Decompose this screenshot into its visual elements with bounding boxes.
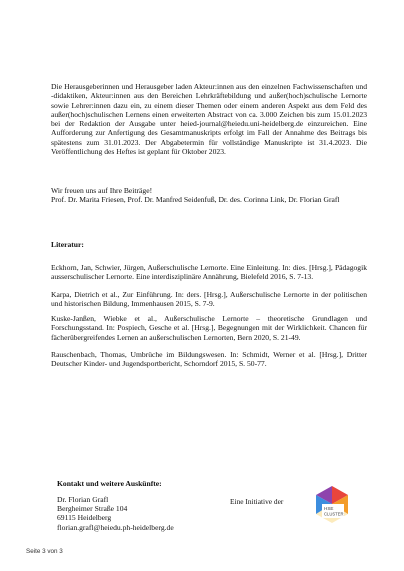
- hse-cluster-logo: [310, 484, 354, 526]
- contact-street: Bergheimer Straße 104: [57, 504, 128, 514]
- reference-list: [51, 263, 367, 377]
- contact-block: [57, 495, 174, 532]
- page-number-footer: Seite 3 von 3: [26, 548, 63, 555]
- contact-email[interactable]: florian.grafl@heiedu.ph-heidelberg.de: [57, 522, 174, 532]
- reference-item: Kuske-Janßen, Wiebke et al., Außerschulische Lernorte – theoretische Grundlagen und Forschungsstand. In: Pospiech, Gesche et al. [Hrsg.], Begegnungen mit der Wirklichkeit. Chancen für fächerübergreifendes Lernen an außerschulischen Lernorten, Bern 2020, S. 21-49.: [51, 314, 367, 342]
- initiative-label: Eine Initiative der: [230, 497, 284, 506]
- contact-heading: Kontakt und weitere Auskünfte:: [57, 479, 162, 488]
- closing-block: [51, 186, 367, 205]
- contact-name: Dr. Florian Grafl: [57, 495, 109, 504]
- reference-item: Eckhorn, Jan, Schwier, Jürgen, Außerschulische Lernorte. Eine Einleitung. In: dies. [Hrsg.], Pädagogik ausserschulischer Lernorte. Eine interdisziplinäre Annährung, Bielefeld 2016, S. 7-13.: [51, 263, 367, 282]
- signatories-line: Prof. Dr. Marita Friesen, Prof. Dr. Manfred Seidenfuß, Dr. des. Corinna Link, Dr. Florian Grafl: [51, 195, 340, 205]
- logo-text-hse: HSE: [324, 506, 334, 511]
- logo-text-cluster: CLUSTER: [324, 511, 344, 517]
- greeting-line: Wir freuen uns auf Ihre Beiträge!: [51, 186, 153, 195]
- reference-item: Karpa, Dietrich et al., Zur Einführung. In: ders. [Hrsg.], Außerschulische Lernorte in der politischen und historischen Bildung, Immenhausen 2015, S. 7-9.: [51, 289, 367, 308]
- reference-item: Rauschenbach, Thomas, Umbrüche im Bildungswesen. In: Schmidt, Werner et al. [Hrsg.], Dritter Deutscher Kinder- und Jugendsportbericht, Schorndorf 2015, S. 50-77.: [51, 350, 367, 369]
- literature-heading: Literatur:: [51, 240, 84, 249]
- call-for-papers-paragraph: Die Herausgeberinnen und Herausgeber laden Akteur:innen aus den einzelnen Fachwissenschaften und -didaktiken, Akteur:innen aus den Bereichen Lehrkräftebildung und außer(hoch)schulische Lernorte sowie Lehrer:innen dazu ein, zu einem dieser Themen oder einem anderen Aspekt aus dem Feld des außer(hoch)schulischen Lernens einen erweiterten Abstract von ca. 3.000 Zeichen bis zum 15.01.2023 bei der Redaktion der Ausgabe unter heied-journal@heiedu.uni-heidelberg.de einzureichen. Eine Aufforderung zur Anfertigung des Gesamtmanuskripts erfolgt im Fall der Annahme des Beitrags bis spätestens zum 31.01.2023. Der Abgabetermin für vollständige Manuskripte ist 31.4.2023. Die Veröffentlichung des Heftes ist geplant für Oktober 2023.: [51, 82, 367, 157]
- contact-city: 69115 Heidelberg: [57, 513, 112, 523]
